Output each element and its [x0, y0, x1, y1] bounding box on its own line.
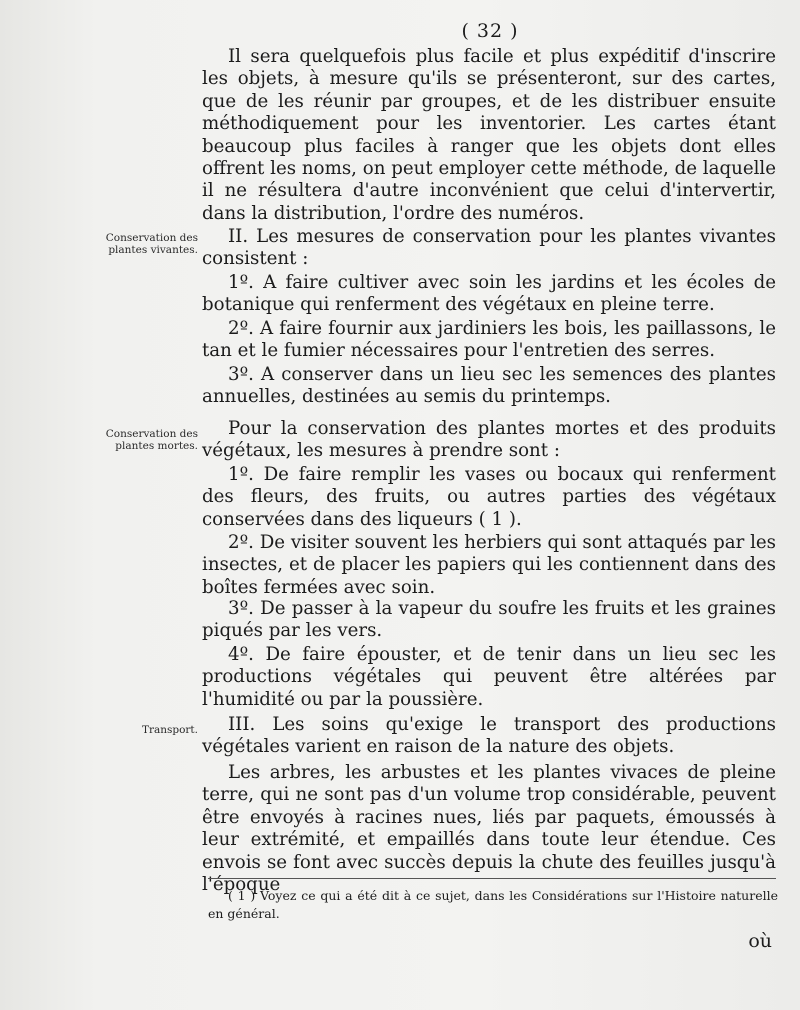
- footnote: ( 1 ) Voyez ce qui a été dit à ce sujet, dans les Considérations sur l'Histoire naturelle en général.: [208, 888, 778, 921]
- paragraph-dead-2: 2º. De visiter souvent les herbiers qui sont attaqués par les insectes, et de placer les papiers qui les contiennent dans des boîtes fermées avec soin.: [202, 532, 776, 598]
- margin-note-living-plants: Conservation des plantes vivantes.: [105, 232, 198, 256]
- paragraph-dead-3: 3º. De passer à la vapeur du soufre les fruits et les graines piqués par les vers.: [202, 598, 776, 642]
- paragraph-inventory-cards: Il sera quelquefois plus facile et plus expéditif d'inscrire les objets, à mesure qu'ils se présenteront, sur des cartes, que de les réunir par groupes, et de les distribuer ensuite méthodiquement pour les inventorier. Les cartes étant beaucoup plus faciles à ranger que les objets dont elles offrent les noms, on peut employer cette méthode, de laquelle il ne résultera d'autre inconvénient que celui d'intervertir, dans la distribution, l'ordre des numéros.: [202, 46, 776, 224]
- paragraph-dead-1: 1º. De faire remplir les vases ou bocaux qui renferment des fleurs, des fruits, ou autres parties des végétaux conservées dans des liqueurs ( 1 ).: [202, 464, 776, 530]
- paragraph-dead-plants-intro: Pour la conservation des plantes mortes et des produits végétaux, les mesures à prendre sont :: [202, 418, 776, 462]
- catchword: où: [748, 930, 772, 952]
- margin-note-dead-plants: Conservation des plantes mortes.: [105, 428, 198, 452]
- paragraph-living-3: 3º. A conserver dans un lieu sec les semences des plantes annuelles, destinées au semis du printemps.: [202, 364, 776, 408]
- margin-note-transport: Transport.: [141, 724, 198, 736]
- paragraph-transport-intro: III. Les soins qu'exige le transport des productions végétales varient en raison de la nature des objets.: [202, 714, 776, 758]
- paragraph-dead-4: 4º. De faire épouster, et de tenir dans un lieu sec les productions végétales qui peuvent être altérées par l'humidité ou par la poussière.: [202, 644, 776, 710]
- paragraph-living-2: 2º. A faire fournir aux jardiniers les bois, les paillassons, le tan et le fumier nécessaires pour l'entretien des serres.: [202, 318, 776, 362]
- paragraph-living-1: 1º. A faire cultiver avec soin les jardins et les écoles de botanique qui renferment des végétaux en pleine terre.: [202, 272, 776, 316]
- paragraph-living-plants-intro: II. Les mesures de conservation pour les plantes vivantes consistent :: [202, 226, 776, 270]
- page-number: ( 32 ): [461, 20, 519, 42]
- footnote-divider: [208, 878, 776, 879]
- paragraph-transport-trees: Les arbres, les arbustes et les plantes vivaces de pleine terre, qui ne sont pas d'un volume trop considérable, peuvent être envoyés à racines nues, liés par paquets, émoussés à leur extrémité, et empaillés dans toute leur étendue. Ces envois se font avec succès depuis la chute des feuilles jusqu'à l'époque: [202, 762, 776, 896]
